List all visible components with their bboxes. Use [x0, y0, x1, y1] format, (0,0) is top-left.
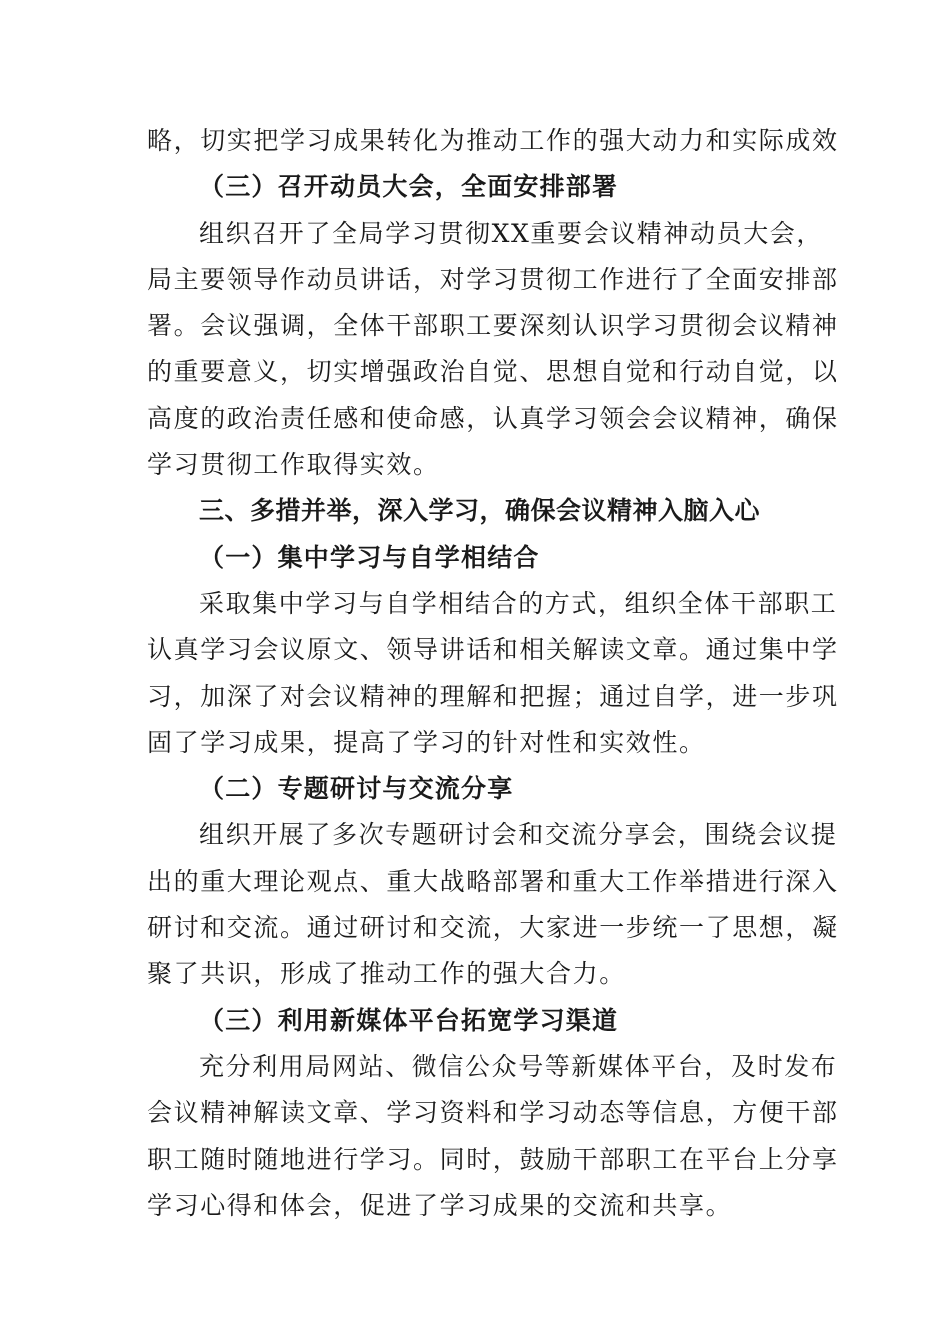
text-line: 采取集中学习与自学相结合的方式，组织全体干部职工 — [199, 588, 838, 618]
text-line: 出的重大理论观点、重大战略部署和重大工作举措进行深入 — [147, 866, 839, 896]
subheading-text: （一）集中学习与自学相结合 — [199, 542, 540, 572]
text-line: 固了学习成果，提高了学习的针对性和实效性。 — [147, 727, 706, 757]
text-line: 会议精神解读文章、学习资料和学习动态等信息，方便干部 — [147, 1098, 839, 1128]
text-line: 充分利用局网站、微信公众号等新媒体平台，及时发布 — [199, 1051, 838, 1081]
text-line: 署。会议强调，全体干部职工要深刻认识学习贯彻会议精神 — [147, 311, 839, 341]
text-line: 学习心得和体会，促进了学习成果的交流和共享。 — [147, 1190, 733, 1220]
paragraph-new-media — [147, 1044, 839, 1229]
subheading-text: （二）专题研讨与交流分享 — [199, 774, 514, 804]
subheading-text: （三）召开动员大会，全面安排部署 — [199, 172, 619, 202]
text-line: 局主要领导作动员讲话，对学习贯彻工作进行了全面安排部 — [147, 264, 839, 294]
paragraph-mobilization-meeting — [147, 211, 839, 489]
section-heading-three — [147, 488, 807, 534]
subheading-combined-study — [147, 535, 807, 581]
document-body — [147, 118, 839, 1229]
text-line: 职工随时随地进行学习。同时，鼓励干部职工在平台上分享 — [147, 1144, 839, 1174]
text-line: 组织召开了全局学习贯彻XX重要会议精神动员大会， — [199, 218, 823, 248]
text-line: 认真学习会议原文、领导讲话和相关解读文章。通过集中学 — [147, 635, 839, 665]
subheading-new-media — [147, 998, 807, 1044]
subheading-text: （三）利用新媒体平台拓宽学习渠道 — [199, 1005, 619, 1035]
paragraph-continuation — [147, 118, 839, 164]
text-line: 的重要意义，切实增强政治自觉、思想自觉和行动自觉，以 — [147, 357, 839, 387]
text-line: 聚了共识，形成了推动工作的强大合力。 — [147, 959, 626, 989]
subheading-convene-mobilization-meeting — [147, 164, 807, 210]
text-line: 略，切实把学习成果转化为推动工作的强大动力和实际成效 — [147, 126, 839, 155]
text-line: 习，加深了对会议精神的理解和把握；通过自学，进一步巩 — [147, 681, 839, 711]
section-heading-text: 三、多措并举，深入学习，确保会议精神入脑入心 — [199, 496, 761, 526]
text-line: 学习贯彻工作取得实效。 — [147, 450, 440, 480]
text-line: 组织开展了多次专题研讨会和交流分享会，围绕会议提 — [199, 820, 838, 850]
paragraph-combined-study — [147, 581, 839, 766]
paragraph-seminar-exchange — [147, 812, 839, 997]
text-line: 高度的政治责任感和使命感，认真学习领会会议精神，确保 — [147, 403, 839, 433]
subheading-seminar-exchange — [147, 766, 807, 812]
text-line: 研讨和交流。通过研讨和交流，大家进一步统一了思想，凝 — [147, 913, 839, 943]
